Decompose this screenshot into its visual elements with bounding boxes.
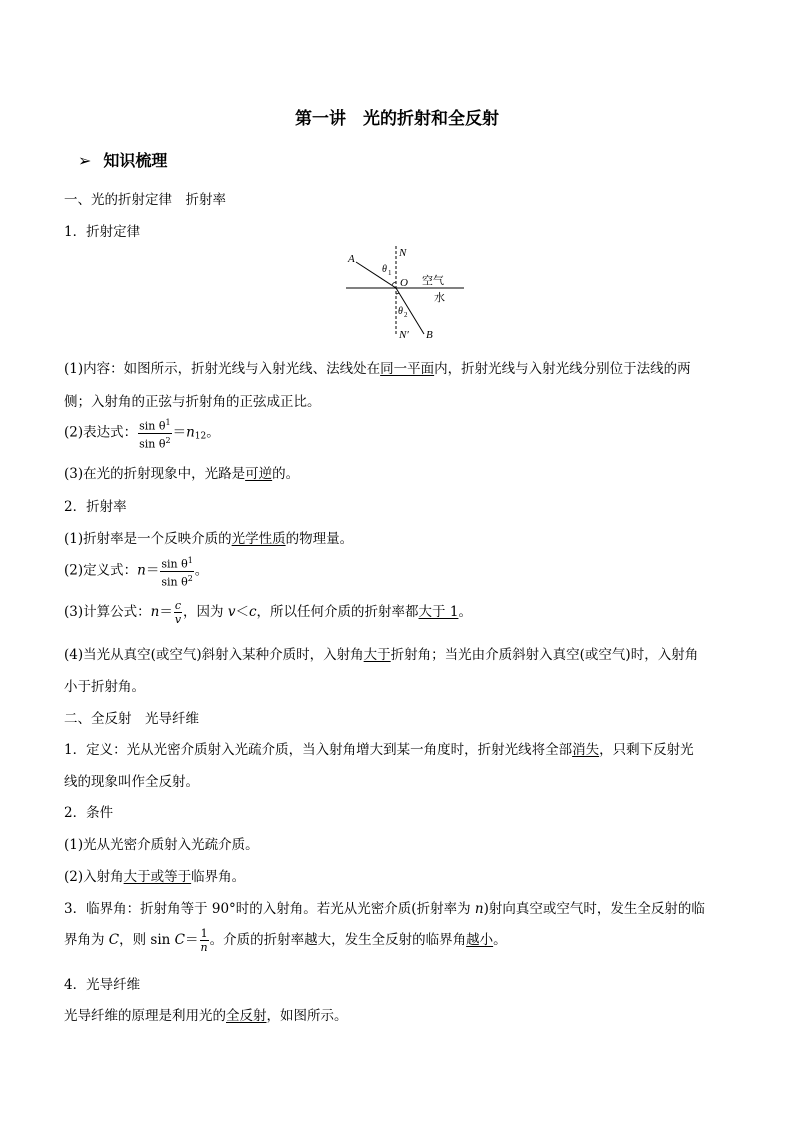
text: (3)在光的折射现象中，光路是 [64,466,246,482]
text: 。介质的折射率越大，发生全反射的临界角 [209,932,467,948]
numerator: sin θ [161,557,188,571]
label-n-prime: N′ [399,329,409,340]
refractive-index-item-1 [64,527,353,547]
theta1-arc [392,282,396,285]
refractive-index-heading: 2．折射率 [64,499,127,515]
refraction-law-item-2 [64,416,220,451]
refractive-index-item-2 [64,554,208,588]
text: (2)表达式： [64,424,138,441]
part-one-heading: 一、光的折射定律 折射率 [64,192,226,208]
equals-sign: ＝ [172,424,187,441]
text: 的。 [272,466,300,482]
variable-n: n [474,901,484,917]
text: 内，折射光线与入射光线分别位于法线的两 [434,361,691,377]
denominator-sup: 2 [165,435,171,445]
equals-sign: ＝ [185,932,199,948]
text: ，则 sin [119,932,175,948]
fraction [160,554,193,588]
fraction [138,416,171,450]
refraction-law-item-1-line2: 侧；入射角的正弦与折射角的正弦成正比。 [64,394,321,410]
underlined-text: 可逆 [245,466,273,482]
variable-v: v [227,604,236,620]
label-theta1-sub: 1 [388,269,392,277]
denominator: n [200,941,208,954]
underlined-text: 消失 [572,742,600,758]
text: 1．定义：光从光密介质射入光疏介质，当入射角增大到某一角度时，折射光线将全部 [64,742,573,758]
variable-c: C [174,932,186,948]
underlined-text: 大于 1 [418,604,459,620]
refractive-index-item-4 [64,643,698,663]
refraction-diagram [340,242,470,340]
text: )射向真空或空气时，发生全反射的临 [483,901,705,917]
underlined-text: 大于 [363,647,391,663]
fiber-heading: 4．光导纤维 [64,977,141,993]
text: ，如图所示。 [266,1008,348,1024]
equals-sign: ＝ [145,562,160,579]
text: (2)定义式： [64,562,138,579]
fraction [174,599,182,626]
total-reflection-definition [64,738,694,758]
text: ，所以任何介质的折射率都 [256,604,419,620]
numerator: sin θ [139,419,166,433]
text: 的物理量。 [285,531,354,547]
numerator-sup: 1 [187,556,193,565]
label-water: 水 [434,292,445,304]
equals-sign: ＝ [159,604,173,620]
text: 。 [206,424,220,441]
part-two-heading: 二、全反射 光导纤维 [64,711,199,727]
label-b: B [426,329,433,340]
variable-n: n [186,424,195,441]
less-than-sign: ＜ [235,604,249,620]
text: (1)内容：如图所示，折射光线与入射光线、法线处在 [64,361,381,377]
label-theta2: θ [398,306,403,317]
numerator: c [174,599,182,612]
label-theta1: θ [382,264,387,275]
denominator: sin θ [161,575,188,589]
refraction-law-heading: 1．折射定律 [64,224,141,240]
label-n: N [399,247,407,259]
fraction [200,927,209,954]
arrow-bullet-icon: ➢ [78,151,92,170]
condition-item-1: (1)光从光密介质射入光疏介质。 [64,837,259,853]
variable-c: c [248,604,257,620]
text: 光导纤维的原理是利用光的 [64,1008,226,1024]
refraction-law-item-3 [64,462,299,482]
numerator-sup: 1 [165,418,171,427]
text: (3)计算公式： [64,604,151,620]
underlined-text: 大于或等于 [123,869,192,885]
text: 折射角；当光由介质斜射入真空(或空气)时，入射角 [390,647,699,663]
condition-item-2 [64,865,245,885]
denominator: sin θ [139,437,166,451]
variable-n: n [137,562,146,579]
text: ，因为 [183,604,228,620]
underlined-text: 越小 [466,932,494,948]
critical-angle-line2 [64,926,507,954]
text: (4)当光从真空(或空气)斜射入某种介质时，入射角 [64,647,364,663]
critical-angle-line1 [64,897,705,917]
text: (1)折射率是一个反映介质的 [64,531,232,547]
text: 3．临界角：折射角等于 90°时的入射角。若光从光密介质(折射率为 [64,901,475,917]
fiber-text [64,1004,348,1024]
text: 界角为 [64,932,109,948]
text: 临界角。 [191,869,246,885]
denominator: v [174,613,182,626]
denominator-sup: 2 [187,573,193,583]
variable-n: n [150,604,160,620]
text: 。 [493,932,507,948]
label-o: O [400,277,408,289]
underlined-text: 全反射 [226,1008,267,1024]
subscript: 12 [194,431,207,442]
label-air: 空气 [422,275,444,287]
section-heading [78,148,167,171]
total-reflection-definition-line2: 线的现象叫作全反射。 [64,774,199,790]
text: ，只剩下反射光 [599,742,694,758]
label-a: A [348,253,355,265]
underlined-text: 光学性质 [231,531,286,547]
underlined-text: 同一平面 [380,361,435,377]
text: (2)入射角 [64,869,124,885]
refractive-index-item-3 [64,598,472,626]
label-theta2-sub: 2 [404,311,408,319]
text: 。 [458,604,472,620]
refraction-law-item-1 [64,357,691,377]
refractive-index-item-4-line2: 小于折射角。 [64,679,145,695]
text: 。 [194,562,209,579]
variable-c: C [108,932,120,948]
page-title: 第一讲 光的折射和全反射 [295,109,499,129]
condition-heading: 2．条件 [64,805,114,821]
numerator: 1 [200,927,208,940]
section-heading-text: 知识梳理 [103,151,168,170]
